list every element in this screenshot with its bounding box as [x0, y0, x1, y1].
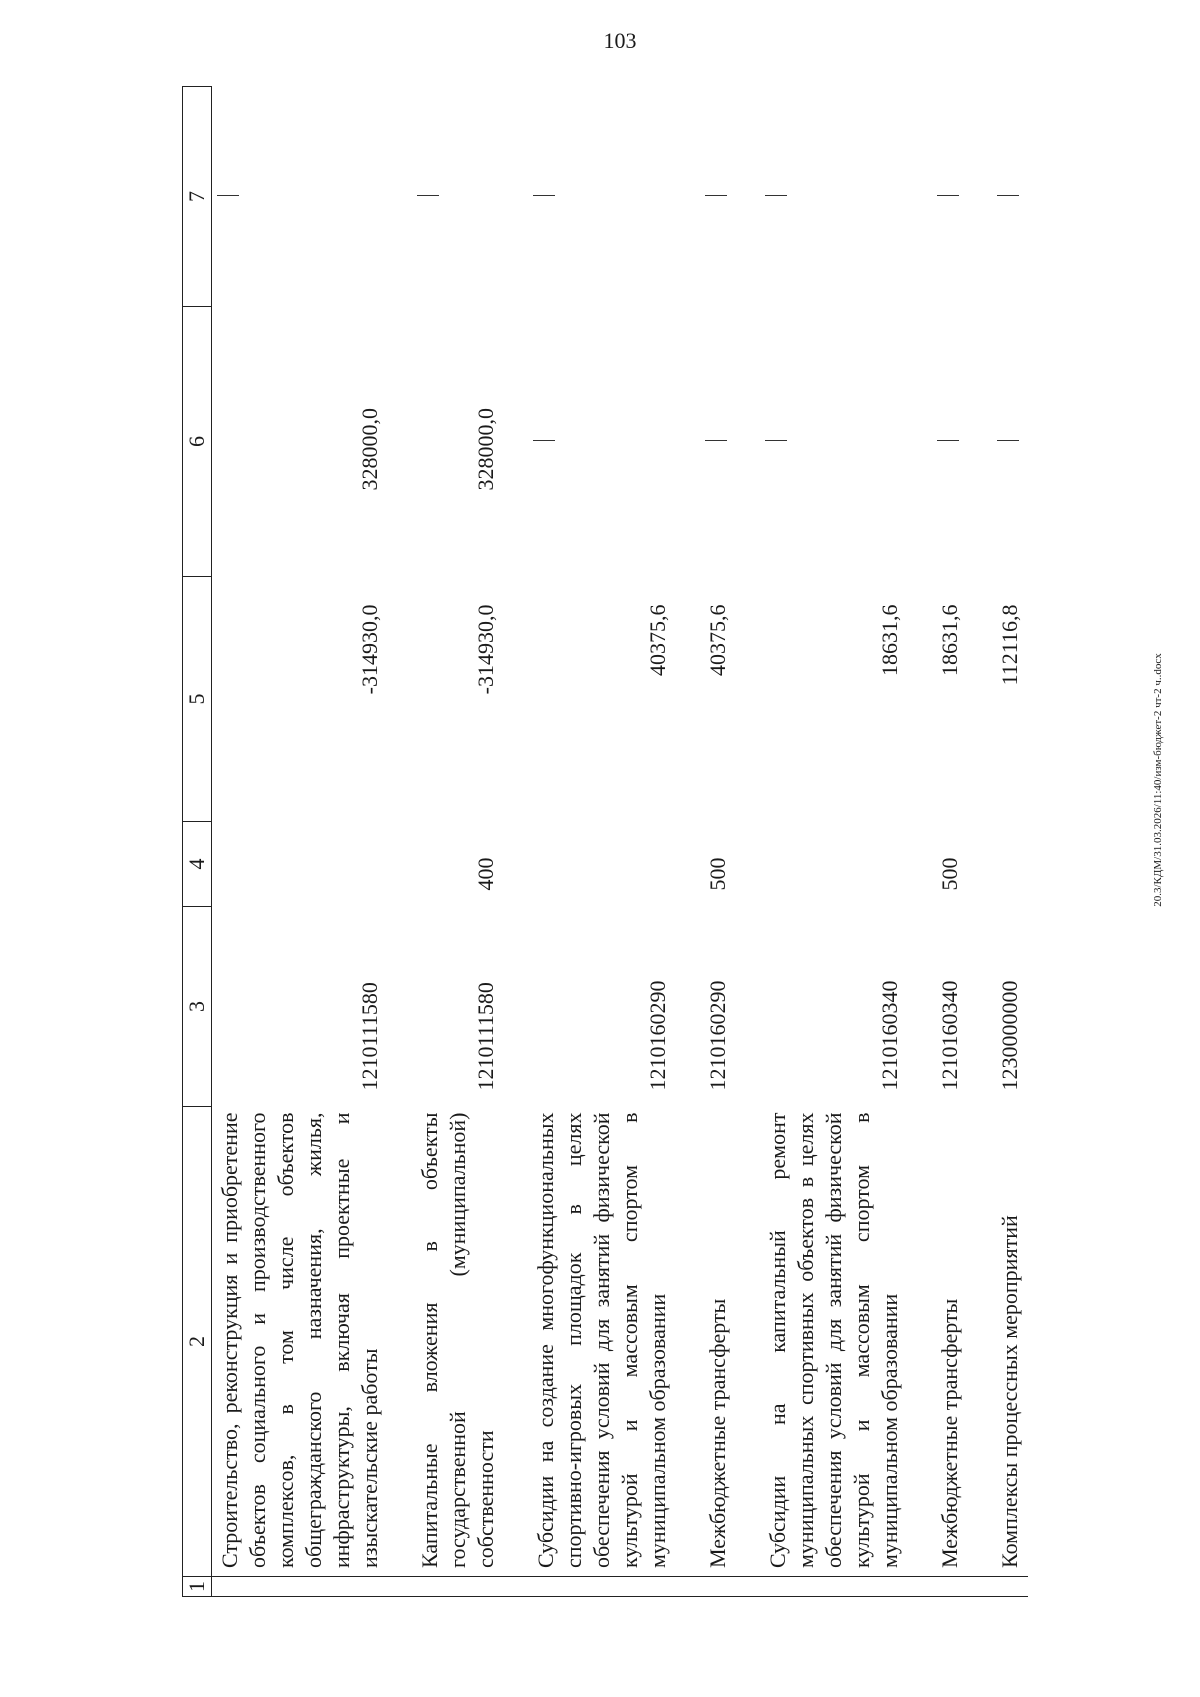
row-col-7	[932, 87, 992, 307]
row-col-6: 328000,0	[473, 408, 498, 491]
row-code: 1210111580	[473, 982, 498, 1091]
row-col-6	[992, 307, 1028, 577]
row-type: 500	[705, 857, 730, 891]
row-col-6	[932, 307, 992, 577]
row-col-1	[760, 1577, 932, 1597]
row-col-5: 40375,6	[705, 604, 730, 676]
table-row	[528, 87, 700, 1597]
row-type: 400	[473, 857, 498, 891]
row-code: 1210160340	[937, 980, 962, 1091]
row-col-5: 18631,6	[937, 604, 962, 676]
row-col-1	[932, 1577, 992, 1597]
row-type	[528, 822, 700, 907]
table-row	[992, 87, 1028, 1597]
row-code: 1230000000	[997, 980, 1022, 1091]
row-name: Комплексы процессных мероприятий	[997, 1215, 1022, 1568]
dash-mark	[417, 196, 439, 197]
row-name: Строительство, реконструкция и приобретение объектов социального и производственного комплексов, в том числе объектов общегражданского назначения, жилья, инфраструктуры, включая проектные и изыскательские работы	[217, 1112, 382, 1568]
row-col-1	[700, 1577, 760, 1597]
dash-mark	[765, 441, 787, 442]
header-col-1: 1	[183, 1577, 212, 1597]
page-number: 103	[603, 28, 637, 53]
row-col-6	[528, 307, 700, 577]
row-col-7	[412, 87, 528, 307]
row-col-5: -314930,0	[357, 604, 382, 695]
row-name: Капитальные вложения в объекты государственной (муниципальной) собственности	[417, 1112, 498, 1568]
row-type	[992, 822, 1028, 907]
dash-mark	[533, 196, 555, 197]
row-col-6	[700, 307, 760, 577]
row-col-7	[528, 87, 700, 307]
budget-table-rotated	[182, 87, 1042, 1597]
table-row	[212, 87, 413, 1597]
document-filename: 20.3/КДМ/31.03.2026/11:40/изм-бюджет-2 чт-2 ч..docx	[1152, 653, 1164, 907]
header-col-2: 2	[183, 1107, 212, 1577]
row-name: Межбюджетные трансферты	[937, 1298, 962, 1568]
row-col-7	[700, 87, 760, 307]
row-col-7	[760, 87, 932, 307]
dash-mark	[705, 196, 727, 197]
row-col-1	[212, 1577, 413, 1597]
row-name: Межбюджетные трансферты	[705, 1298, 730, 1568]
header-col-4: 4	[183, 822, 212, 907]
row-code: 1210160290	[705, 980, 730, 1091]
row-type	[212, 822, 413, 907]
table-row	[700, 87, 760, 1597]
header-col-6: 6	[183, 307, 212, 577]
table-row	[932, 87, 992, 1597]
header-col-7: 7	[183, 87, 212, 307]
table-row	[760, 87, 932, 1597]
row-col-1	[992, 1577, 1028, 1597]
header-row	[183, 87, 212, 1597]
row-name: Субсидии на капитальный ремонт муниципальных спортивных объектов в целях обеспечения условий для занятий физической культурой и массовым спортом в муниципальном образовании	[765, 1112, 902, 1568]
row-col-7	[212, 87, 413, 307]
row-col-6: 328000,0	[357, 408, 382, 491]
row-code: 1210160340	[877, 980, 902, 1091]
row-col-1	[528, 1577, 700, 1597]
row-col-5: 18631,6	[877, 604, 902, 676]
row-col-5: -314930,0	[473, 604, 498, 695]
row-col-5: 112116,8	[997, 604, 1022, 686]
row-code: 1210160290	[645, 980, 670, 1091]
row-code: 1210111580	[357, 982, 382, 1091]
row-type	[760, 822, 932, 907]
dash-mark	[997, 196, 1019, 197]
row-type: 500	[937, 857, 962, 891]
header-col-3: 3	[183, 907, 212, 1107]
row-name: Субсидии на создание многофункциональных спортивно-игровых площадок в целях обеспечения условий для занятий физической культурой и массовым спортом в муниципальном образовании	[533, 1112, 670, 1568]
dash-mark	[765, 196, 787, 197]
row-col-7	[992, 87, 1028, 307]
dash-mark	[937, 196, 959, 197]
row-col-6	[760, 307, 932, 577]
dash-mark	[937, 441, 959, 442]
table-row	[412, 87, 528, 1597]
dash-mark	[997, 441, 1019, 442]
header-col-5: 5	[183, 577, 212, 822]
budget-table	[182, 86, 1028, 1597]
dash-mark	[217, 196, 239, 197]
row-col-5: 40375,6	[645, 604, 670, 676]
dash-mark	[705, 441, 727, 442]
row-col-1	[412, 1577, 528, 1597]
dash-mark	[533, 441, 555, 442]
